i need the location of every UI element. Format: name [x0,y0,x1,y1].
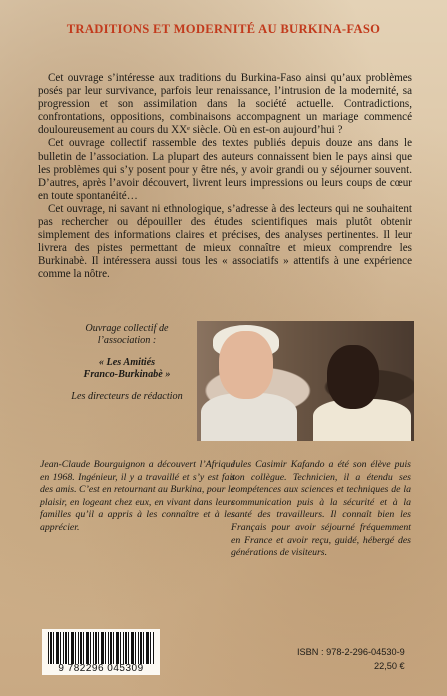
credits-line: l’association : [97,335,157,346]
author-bio-left: Jean-Claude Bourguignon a découvert l’Afrique en 1968. Ingénieur, il y a travaillé et s’y est fait des amis. C’est en retournant au Burkina, pour le plaisir, en logeant chez eux, en vivant dans leurs familles qu’il a appris à les connaître et à les apprécier. [40,459,235,533]
blurb-paragraph: Cet ouvrage collectif rassemble des textes publiés depuis douze ans dans le bulletin de l’association. La plupart des auteurs connaissent bien le pays ainsi que les problèmes qui s’y posent pour y être nés, y avoir grandi ou y séjourner souvent. D’autres, après l’avoir découvert, livrent leurs impressions ou leurs coups de cœur en toute spontanéité… [38,137,412,202]
author-bio-right: Jules Casimir Kafando a été son élève puis son collègue. Technicien, il a étendu ses compétences aux sciences et techniques de la communication puis à la sécurité et à la santé des travailleurs. Il connaît bien les Français pour avoir séjourné fréquemment en France et avoir reçu, guidé, hébergé des générations de visiteurs. [231,459,411,559]
blurb-paragraph: Cet ouvrage s’intéresse aux traditions du Burkina-Faso ainsi qu’aux problèmes posés par leur survivance, parfois leur renaissance, l’intrusion de la modernité, sa progression et son assimilation dans la société actuelle. Contradictions, confrontations, oppositions, combinaisons accompagnent un mariage commencé douloureusement au cours du XXᵉ siècle. Où en est-on aujourd’hui ? [38,72,412,137]
association-name: « Les Amitiés [98,357,156,368]
blurb-paragraph: Cet ouvrage, ni savant ni ethnologique, s’adresse à des lecteurs qui ne souhaitent pas rechercher ou dépouiller des études scientifiques mais plutôt obtenir simplement des informations claires et précises, des analyses pertinentes. Il leur livrera des pistes permettant de mieux connaître et mieux comprendre les Burkinabè. Il intéressera aussi tous les « associatifs » attentifs à une expérience comme la nôtre. [38,202,412,281]
isbn: ISBN : 978-2-296-04530-9 [297,647,405,657]
credits-line: Ouvrage collectif de [85,323,169,334]
barcode-bars [48,632,154,664]
person-left [201,393,297,441]
blurb [38,72,412,282]
book-title: TRADITIONS ET MODERNITÉ AU BURKINA-FASO [66,22,381,36]
barcode-digits: 9 782296 045309 [58,663,144,674]
authors-photo [197,321,414,441]
directors-caption: Les directeurs de rédaction [71,391,183,402]
barcode [42,629,160,675]
credits-block [58,323,196,403]
association-name: Franco-Burkinabè » [83,369,171,380]
price: 22,50 € [374,661,405,671]
